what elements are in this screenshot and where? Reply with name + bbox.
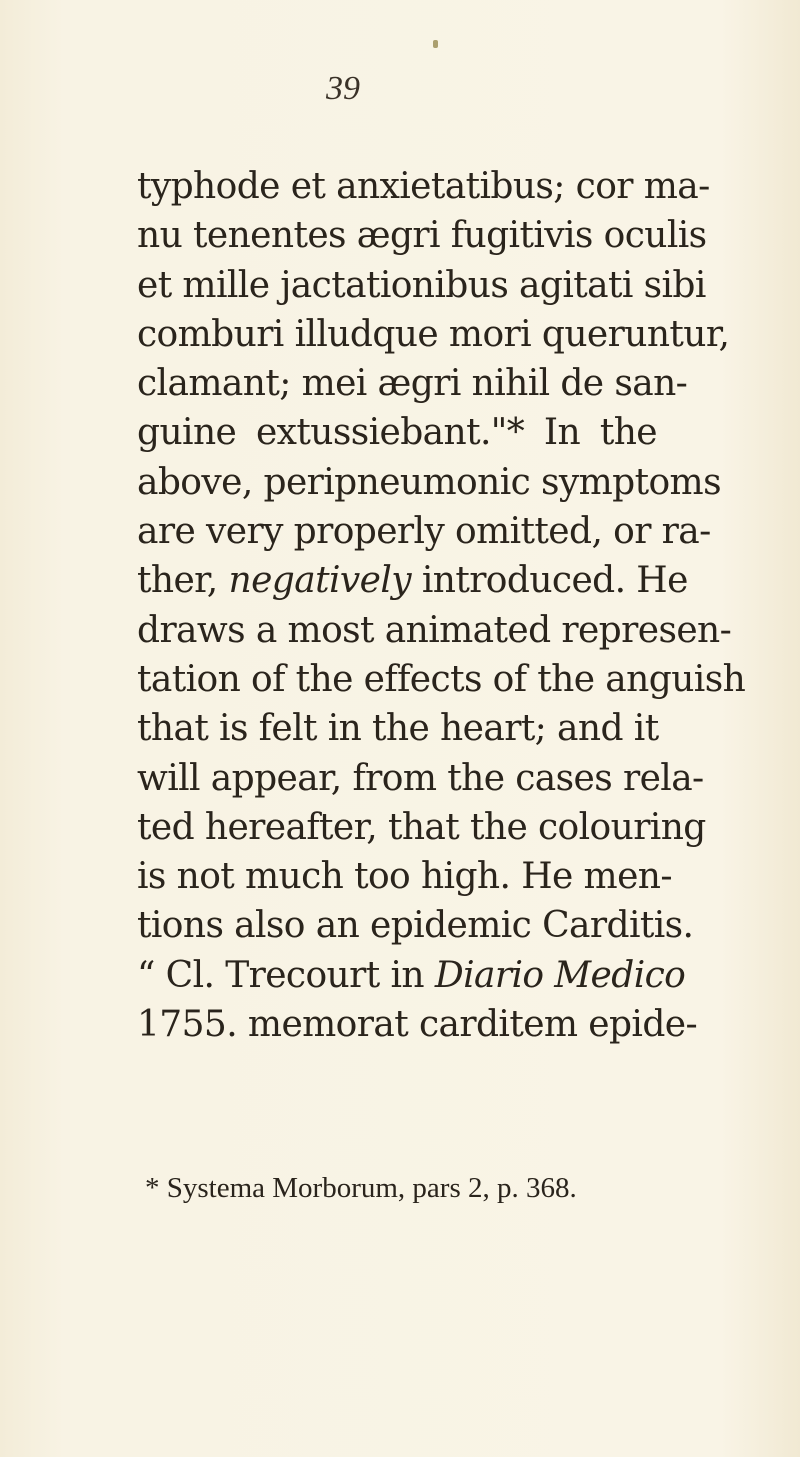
text-line: draws a most animated represen- — [137, 609, 732, 651]
text-line — [137, 951, 686, 1000]
text-fragment: introduced. He — [410, 560, 688, 602]
text-line: will appear, from the cases rela- — [137, 757, 704, 799]
text-line: tation of the effects of the anguish — [137, 658, 746, 700]
text-line: clamant; mei ægri nihil de san- — [137, 363, 688, 405]
text-line: nu tenentes ægri fugitivis oculis — [137, 215, 707, 257]
text-fragment: “ Cl. Trecourt in — [137, 954, 435, 996]
ink-speck — [433, 40, 438, 48]
text-line: tions also an epidemic Carditis. — [137, 905, 694, 947]
text-line: guine extussiebant."* In the — [137, 412, 657, 454]
text-line — [137, 556, 688, 605]
text-line: are very properly omitted, or ra- — [137, 511, 711, 553]
emphasis-text: Diario Medico — [434, 954, 686, 996]
page-number: 39 — [326, 70, 360, 107]
text-line: ted hereafter, that the colouring — [137, 806, 706, 848]
text-line: that is felt in the heart; and it — [137, 708, 659, 750]
footnote: * Systema Morborum, pars 2, p. 368. — [145, 1172, 577, 1204]
text-fragment: ther, — [137, 560, 229, 602]
emphasis-text: negatively — [228, 560, 411, 602]
text-line: above, peripneumonic symptoms — [137, 461, 721, 503]
text-line: typhode et anxietatibus; cor ma- — [137, 166, 710, 207]
text-line: et mille jactationibus agitati sibi — [137, 264, 706, 306]
text-line: 1755. memorat carditem epide- — [137, 1004, 698, 1046]
body-text — [137, 162, 746, 1049]
text-line: is not much too high. He men- — [137, 856, 672, 898]
text-line: comburi illudque mori queruntur, — [137, 313, 730, 355]
